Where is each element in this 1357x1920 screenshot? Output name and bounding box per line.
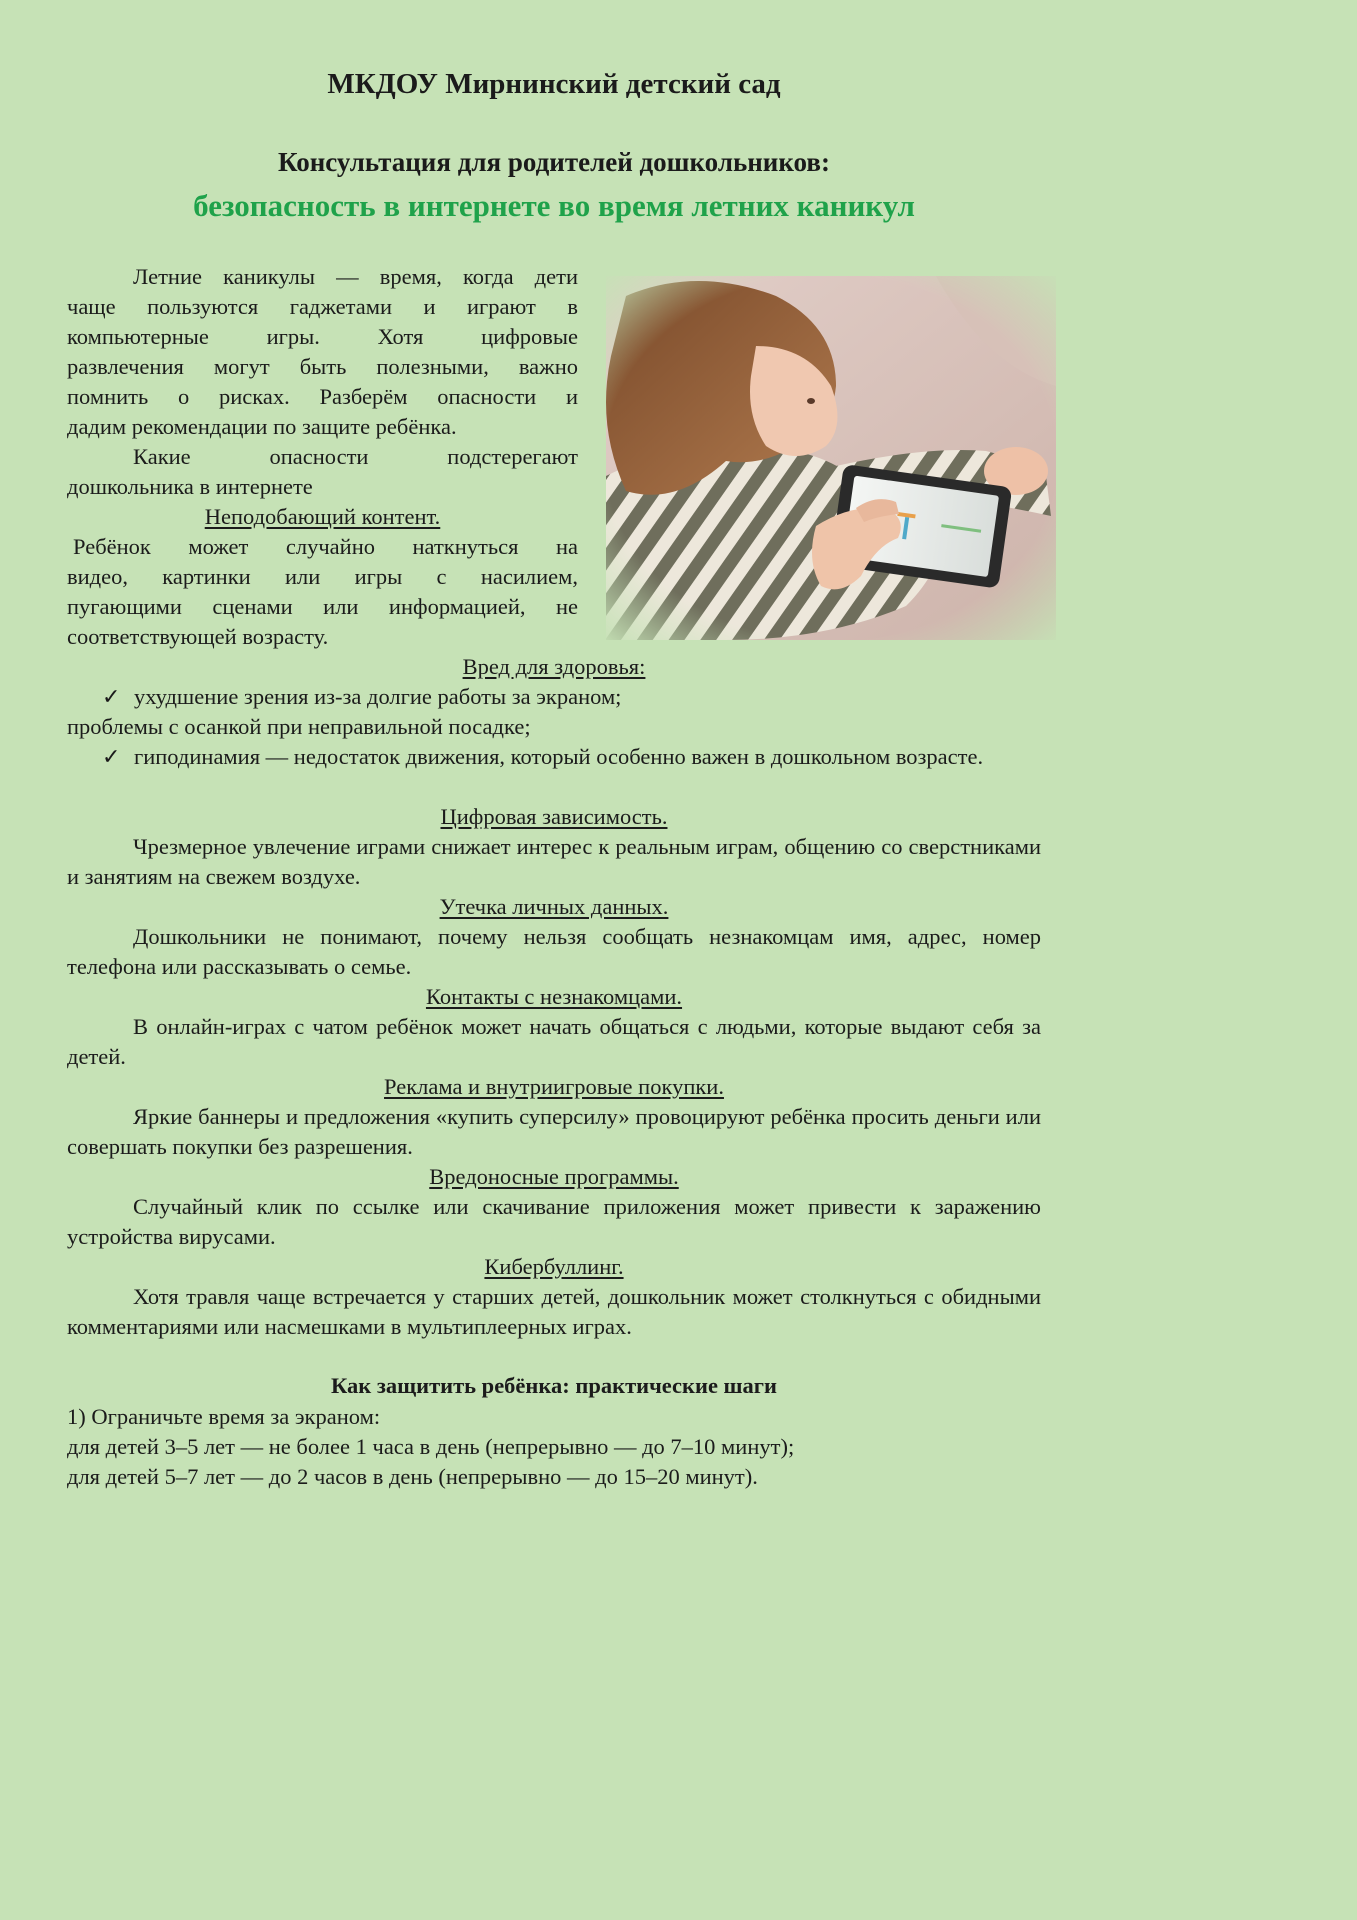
inappropriate-content-heading: Неподобающий контент. [204, 504, 441, 529]
personal-data-leak-text: Дошкольники не понимают, почему нельзя сообщать незнакомцам имя, адрес, номер телефона или рассказывать о семье. [67, 924, 1041, 979]
document-title: Консультация для родителей дошкольников: [278, 147, 830, 177]
intro-paragraph [67, 262, 578, 502]
inappropriate-line: соответствующей возрасту. [67, 624, 329, 649]
intro-line: компьютерные игры. Хотя цифровые [67, 324, 578, 349]
inappropriate-content-text [67, 532, 578, 652]
step-1-title: 1) Ограничьте время за экраном: [67, 1404, 381, 1429]
intro-line: чаще пользуются гаджетами и играют в [67, 294, 578, 319]
health-harm-heading: Вред для здоровья: [462, 654, 646, 679]
dangers-intro-line: Какие опасности подстерегают [133, 444, 578, 469]
cyberbullying-heading: Кибербуллинг. [484, 1254, 624, 1279]
step-1-line-ages-5-7: для детей 5–7 лет — до 2 часов в день (непрерывно — до 15–20 минут). [67, 1464, 758, 1489]
child-with-phone-photo [606, 276, 1056, 640]
malware-text: Случайный клик по ссылке или скачивание приложения может привести к заражению устройства вирусами. [67, 1194, 1041, 1249]
cyberbullying-text: Хотя травля чаще встречается у старших детей, дошкольник может столкнуться с обидными комментариями или насмешками в мультиплеерных играх. [67, 1284, 1041, 1339]
inappropriate-line: Ребёнок может случайно наткнуться на [73, 534, 578, 559]
health-item-posture: проблемы с осанкой при неправильной посадке; [67, 714, 531, 739]
personal-data-leak-heading: Утечка личных данных. [439, 894, 669, 919]
check-mark-icon: ✓ [102, 684, 121, 709]
malware-heading: Вредоносные программы. [429, 1164, 679, 1189]
health-item-hypodynamia: гиподинамия — недостаток движения, который особенно важен в дошкольном возрасте. [134, 744, 984, 769]
intro-line: помнить о рисках. Разберём опасности и [67, 384, 578, 409]
digital-addiction-text: Чрезмерное увлечение играми снижает интерес к реальным играм, общению со сверстниками и занятиям на свежем воздухе. [67, 834, 1041, 889]
stranger-contacts-text: В онлайн-играх с чатом ребёнок может начать общаться с людьми, которые выдают себя за детей. [67, 1014, 1041, 1069]
health-item-eyesight: ухудшение зрения из-за долгие работы за экраном; [134, 684, 622, 709]
protection-steps-heading: Как защитить ребёнка: практические шаги [330, 1373, 777, 1398]
intro-line: Летние каникулы — время, когда дети [133, 264, 578, 289]
digital-addiction-heading: Цифровая зависимость. [440, 804, 668, 829]
kindergarten-name: МКДОУ Мирнинский детский сад [327, 68, 781, 100]
ads-purchases-heading: Реклама и внутриигровые покупки. [384, 1074, 724, 1099]
inappropriate-line: видео, картинки или игры с насилием, [67, 564, 578, 589]
inappropriate-line: пугающими сценами или информацией, не [67, 594, 578, 619]
ads-purchases-text: Яркие баннеры и предложения «купить суперсилу» провоцируют ребёнка просить деньги или совершать покупки без разрешения. [67, 1104, 1041, 1159]
intro-line: дадим рекомендации по защите ребёнка. [67, 414, 457, 439]
check-mark-icon: ✓ [102, 744, 121, 769]
step-1-line-ages-3-5: для детей 3–5 лет — не более 1 часа в день (непрерывно — до 7–10 минут); [67, 1434, 795, 1459]
stranger-contacts-heading: Контакты с незнакомцами. [425, 984, 683, 1009]
document-subtitle: безопасность в интернете во время летних каникул [193, 188, 915, 223]
dangers-intro-line: дошкольника в интернете [67, 474, 313, 499]
intro-line: развлечения могут быть полезными, важно [67, 354, 578, 379]
